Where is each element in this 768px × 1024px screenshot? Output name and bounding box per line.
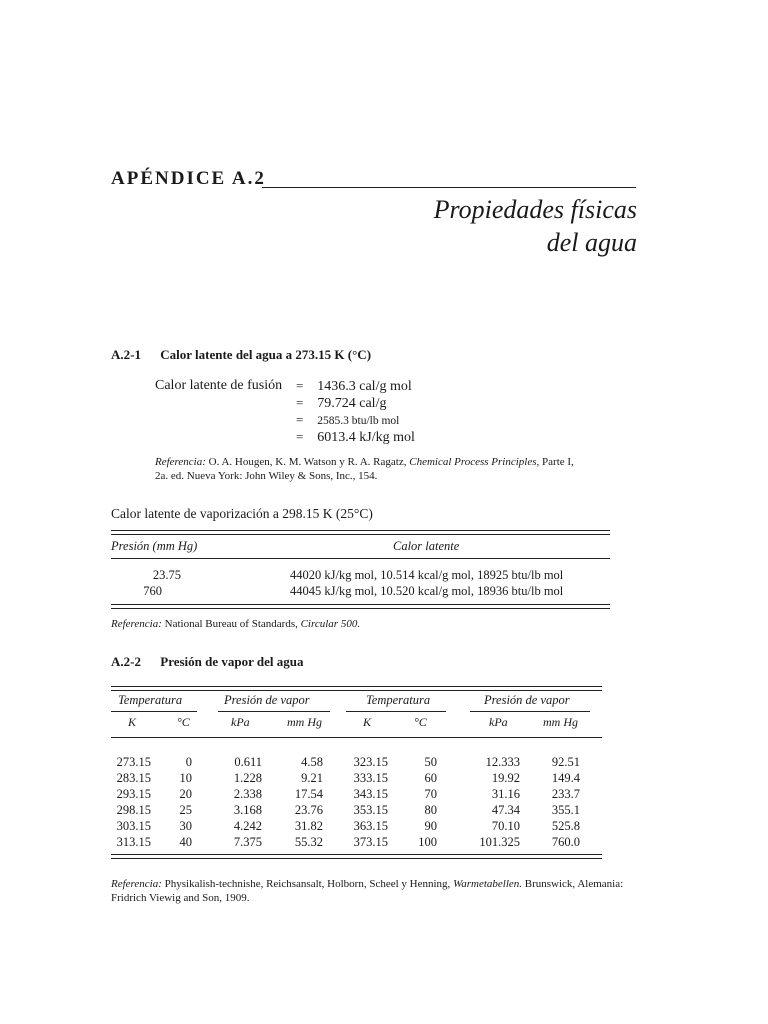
reference-text: Brunswick, Alemania:	[524, 878, 624, 890]
group-rule	[218, 711, 330, 712]
section-a21-title: Calor latente del agua a 273.15 K (°C)	[160, 347, 372, 362]
section-a21-heading	[111, 347, 371, 363]
fusion-sign: =	[296, 412, 304, 427]
cell-press-mmhg: 9.21	[301, 771, 323, 785]
table-rule	[111, 558, 610, 559]
cell-press-kpa: 47.34	[491, 803, 520, 817]
cell-temp-c: 0	[185, 755, 192, 769]
reference-a22	[111, 877, 641, 905]
cell-press-kpa: 7.375	[233, 835, 262, 849]
cell-temp-k: 353.15	[353, 803, 388, 817]
cell-temp-k: 333.15	[353, 771, 388, 785]
reference-text: O. A. Hougen, K. M. Watson y R. A. Ragatz,	[208, 456, 407, 468]
chapter-title-line2: del agua	[546, 228, 637, 257]
cell-press-kpa: 31.16	[491, 787, 520, 801]
cell-press-mmhg: 92.51	[551, 755, 580, 769]
cell-press-kpa: 1.228	[233, 771, 262, 785]
cell-temp-k: 373.15	[353, 835, 388, 849]
cell-press-kpa: 70.10	[491, 819, 520, 833]
vp-head-pressure: Presión de vapor	[224, 693, 310, 707]
cell-temp-c: 10	[179, 771, 192, 785]
cell-press-mmhg: 23.76	[294, 803, 323, 817]
reference-vaporization	[111, 617, 360, 631]
cell-press-kpa: 3.168	[233, 803, 262, 817]
cell-press-mmhg: 355.1	[551, 803, 580, 817]
fusion-value: 6013.4 kJ/kg mol	[317, 430, 415, 445]
cell-press-mmhg: 55.32	[294, 835, 323, 849]
section-a21-number: A.2-1	[111, 347, 141, 362]
table-rule	[111, 686, 602, 687]
reference-title: Chemical Process Principles,	[409, 456, 540, 468]
fusion-sign: =	[296, 429, 304, 444]
vaporization-col-heat: Calor latente	[393, 539, 460, 553]
cell-temp-c: 20	[179, 787, 192, 801]
reference-a21-line1	[155, 455, 595, 469]
fusion-values	[296, 378, 415, 446]
vp-sub-kpa: kPa	[489, 715, 508, 729]
cell-temp-k: 273.15	[116, 755, 151, 769]
reference-label: Referencia:	[111, 618, 162, 630]
cell-press-mmhg: 525.8	[551, 819, 580, 833]
table-rule	[111, 604, 610, 605]
cell-press-mmhg: 17.54	[294, 787, 323, 801]
group-rule	[111, 711, 197, 712]
vaporization-col-pressure: Presión (mm Hg)	[111, 539, 198, 553]
cell-press-mmhg: 233.7	[551, 787, 580, 801]
fusion-value-row	[296, 378, 415, 395]
reference-text: National Bureau of Standards,	[164, 618, 298, 630]
cell-temp-k: 343.15	[353, 787, 388, 801]
table-rule	[111, 530, 610, 531]
vp-head-temperature: Temperatura	[366, 693, 431, 707]
vp-sub-k: K	[128, 715, 137, 729]
cell-temp-k: 313.15	[116, 835, 151, 849]
reference-text: Physikalish-technishe, Reichsansalt, Holborn, Scheel y Henning,	[164, 878, 451, 890]
cell-press-kpa: 19.92	[491, 771, 520, 785]
vp-head-temperature: Temperatura	[118, 693, 183, 707]
table-rule	[111, 608, 610, 609]
fusion-value-row	[296, 429, 415, 446]
reference-text: Parte I,	[542, 456, 574, 468]
cell-press-kpa: 12.333	[485, 755, 520, 769]
cell-temp-k: 323.15	[353, 755, 388, 769]
reference-a22-line1	[111, 877, 641, 891]
cell-press-mmhg: 149.4	[551, 771, 580, 785]
fusion-value: 2585.3 btu/lb mol	[317, 415, 400, 427]
cell-temp-c: 50	[424, 755, 437, 769]
table-rule	[111, 690, 602, 691]
cell-temp-k: 293.15	[116, 787, 151, 801]
cell-temp-c: 30	[179, 819, 192, 833]
vaporization-title: Calor latente de vaporización a 298.15 K (25°C)	[111, 506, 373, 521]
appendix-title: APÉNDICE A.2	[111, 168, 266, 189]
fusion-sign: =	[296, 378, 304, 393]
cell-temp-c: 100	[418, 835, 437, 849]
cell-temp-c: 90	[424, 819, 437, 833]
vaporization-heat: 44045 kJ/kg mol, 10.520 kcal/g mol, 18936 btu/lb mol	[290, 584, 564, 598]
table-rule	[111, 854, 602, 855]
group-rule	[346, 711, 446, 712]
group-rule	[470, 711, 590, 712]
vp-sub-mmhg: mm Hg	[287, 715, 322, 729]
vp-sub-k: K	[363, 715, 372, 729]
reference-a22-line2: Fridrich Viewig and Son, 1909.	[111, 892, 250, 904]
reference-a21-line2: 2a. ed. Nueva York: John Wiley & Sons, Inc., 154.	[155, 470, 378, 482]
vaporization-pressure: 760	[143, 584, 162, 598]
vaporization-pressure: 23.75	[152, 568, 181, 582]
fusion-value-row	[296, 412, 415, 429]
header-rule	[262, 187, 636, 188]
cell-press-mmhg: 4.58	[301, 755, 323, 769]
cell-temp-c: 25	[179, 803, 192, 817]
vp-sub-mmhg: mm Hg	[543, 715, 578, 729]
cell-temp-k: 363.15	[353, 819, 388, 833]
vp-sub-c: °C	[177, 715, 190, 729]
cell-press-kpa: 4.242	[233, 819, 262, 833]
reference-title: Warmetabellen.	[453, 878, 523, 890]
section-a22-heading	[111, 654, 304, 670]
fusion-value: 1436.3 cal/g mol	[317, 379, 412, 394]
cell-temp-c: 80	[424, 803, 437, 817]
cell-temp-c: 60	[424, 771, 437, 785]
table-rule	[111, 858, 602, 859]
cell-temp-c: 40	[179, 835, 192, 849]
cell-temp-k: 283.15	[116, 771, 151, 785]
fusion-label: Calor latente de fusión	[155, 378, 283, 393]
chapter-title	[434, 193, 637, 259]
reference-title: Circular 500.	[300, 618, 361, 630]
section-a22-title: Presión de vapor del agua	[160, 654, 304, 669]
fusion-sign: =	[296, 395, 304, 410]
vaporization-heat: 44020 kJ/kg mol, 10.514 kcal/g mol, 18925 btu/lb mol	[290, 568, 564, 582]
vp-head-pressure: Presión de vapor	[484, 693, 570, 707]
cell-temp-k: 303.15	[116, 819, 151, 833]
section-a22-number: A.2-2	[111, 654, 141, 669]
reference-label: Referencia:	[155, 456, 206, 468]
cell-press-kpa: 0.611	[234, 755, 262, 769]
reference-label: Referencia:	[111, 878, 162, 890]
cell-press-kpa: 2.338	[233, 787, 262, 801]
fusion-value: 79.724 cal/g	[317, 396, 387, 411]
cell-press-mmhg: 760.0	[551, 835, 580, 849]
cell-press-kpa: 101.325	[479, 835, 520, 849]
vp-sub-kpa: kPa	[231, 715, 250, 729]
chapter-title-line1: Propiedades físicas	[433, 195, 637, 224]
table-rule	[111, 534, 610, 535]
fusion-value-row	[296, 395, 415, 412]
cell-temp-k: 298.15	[116, 803, 151, 817]
vp-sub-c: °C	[414, 715, 427, 729]
reference-a21	[155, 455, 595, 483]
cell-temp-c: 70	[424, 787, 437, 801]
table-rule	[111, 737, 602, 738]
cell-press-mmhg: 31.82	[294, 819, 323, 833]
